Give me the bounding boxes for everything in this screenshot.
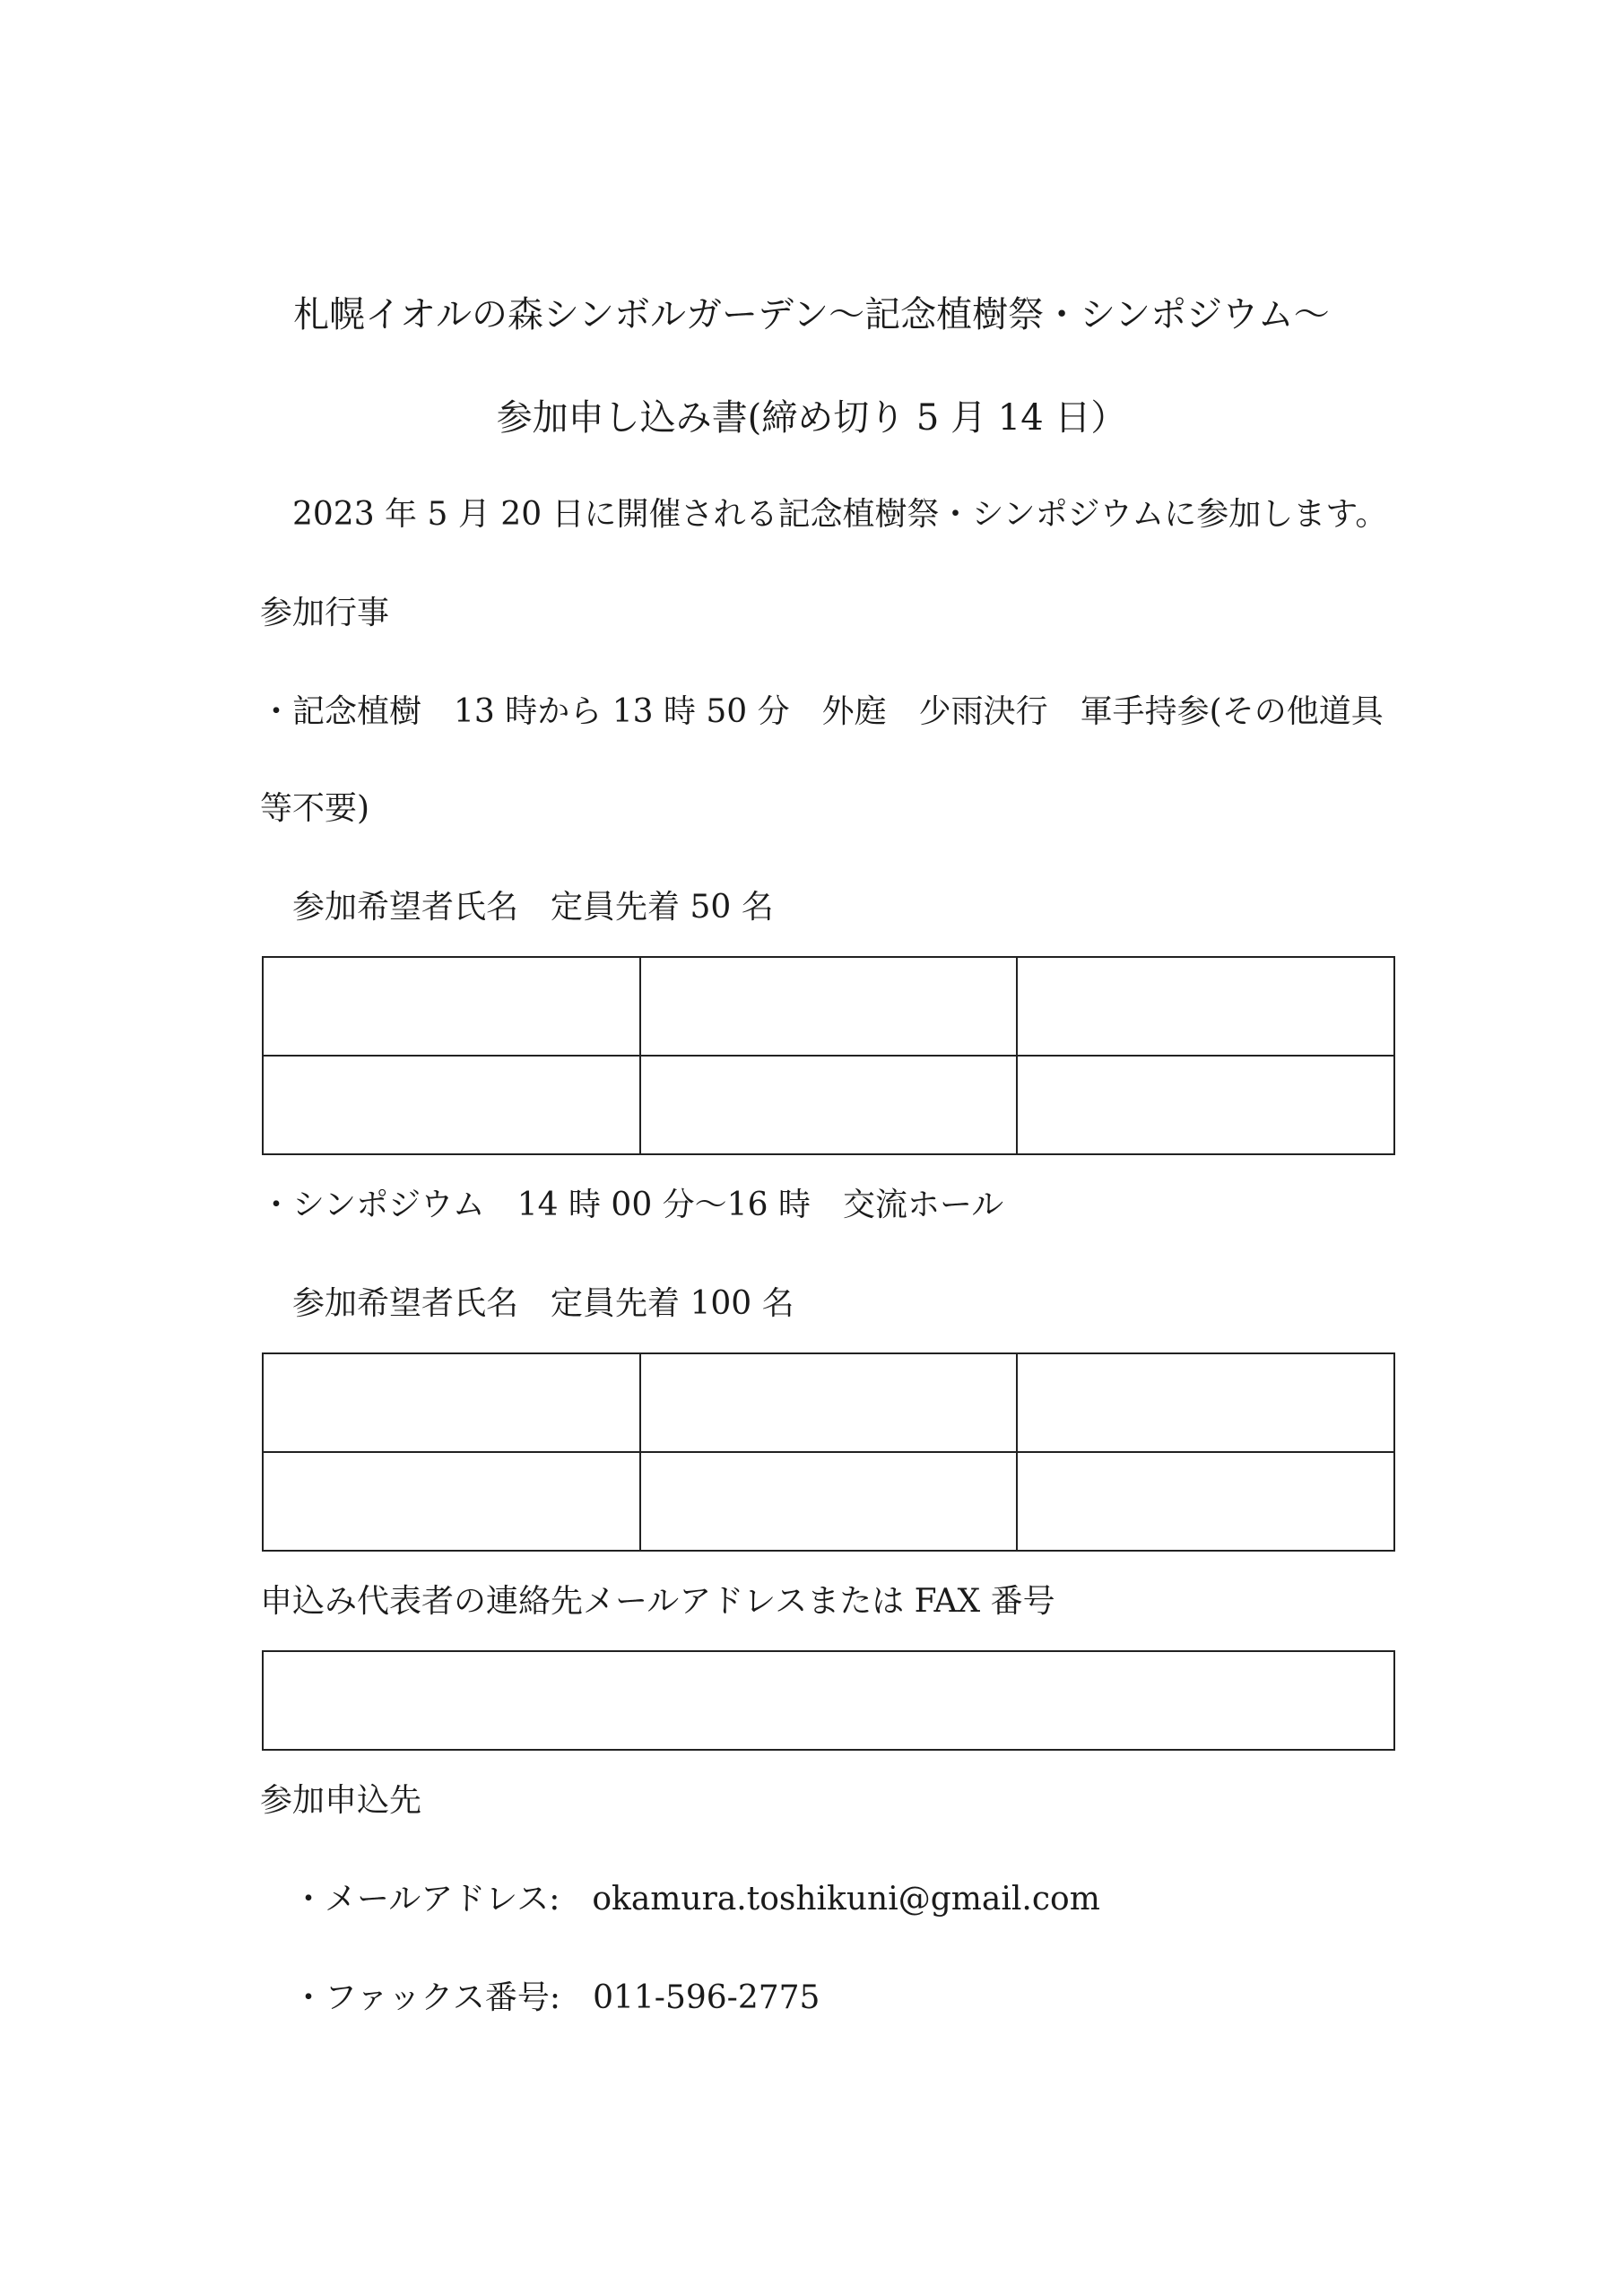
email-address[interactable]: okamura.toshikuni@gmail.com [592, 1881, 1100, 1918]
name-entry-cell[interactable] [640, 1056, 1018, 1154]
name-entry-cell[interactable] [640, 1353, 1018, 1452]
intro-text: 2023 年 5 月 20 日に開催される記念植樹祭・シンポジウムに参加します。 [292, 496, 1388, 533]
name-entry-cell[interactable] [1017, 1056, 1394, 1154]
name-entry-cell[interactable] [1017, 957, 1394, 1056]
form-title: 札幌イオルの森シンボルガーデン〜記念植樹祭・シンポジウム〜 [293, 294, 1330, 335]
table-row [263, 1056, 1394, 1154]
name-entry-cell[interactable] [263, 1056, 640, 1154]
symposium-details: ・シンポジウム 14 時 00 分〜16 時 交流ホール [260, 1187, 1004, 1223]
table-row [263, 1452, 1394, 1551]
name-entry-cell[interactable] [263, 1353, 640, 1452]
name-entry-cell[interactable] [263, 957, 640, 1056]
planting-names-label: 参加希望者氏名 定員先着 50 名 [292, 889, 774, 926]
name-entry-cell[interactable] [1017, 1353, 1394, 1452]
name-entry-cell[interactable] [640, 957, 1018, 1056]
planting-details: ・記念植樹 13 時から 13 時 50 分 外庭 少雨決行 軍手持参(その他道具 [260, 693, 1384, 730]
destination-heading: 参加申込先 [260, 1782, 422, 1819]
table-row [263, 1353, 1394, 1452]
name-entry-cell[interactable] [263, 1452, 640, 1551]
form-subtitle: 参加申し込み書(締め切り 5 月 14 日） [496, 397, 1127, 439]
contact-label: 申込み代表者の連絡先メールアドレスまたは FAX 番号 [260, 1583, 1055, 1620]
email-row [292, 1878, 1100, 1921]
name-entry-cell[interactable] [640, 1452, 1018, 1551]
fax-label: ・ファックス番号: [292, 1979, 561, 2016]
fax-row [292, 1977, 820, 2020]
symposium-names-table [262, 1352, 1395, 1552]
contact-entry-box[interactable] [262, 1650, 1395, 1751]
planting-names-table [262, 956, 1395, 1155]
email-label: ・メールアドレス: [292, 1881, 560, 1918]
planting-details-continued: 等不要) [260, 790, 370, 827]
symposium-names-label: 参加希望者氏名 定員先着 100 名 [292, 1285, 794, 1322]
name-entry-cell[interactable] [1017, 1452, 1394, 1551]
events-heading: 参加行事 [260, 595, 390, 631]
table-row [263, 957, 1394, 1056]
fax-number: 011-596-2775 [593, 1979, 820, 2016]
